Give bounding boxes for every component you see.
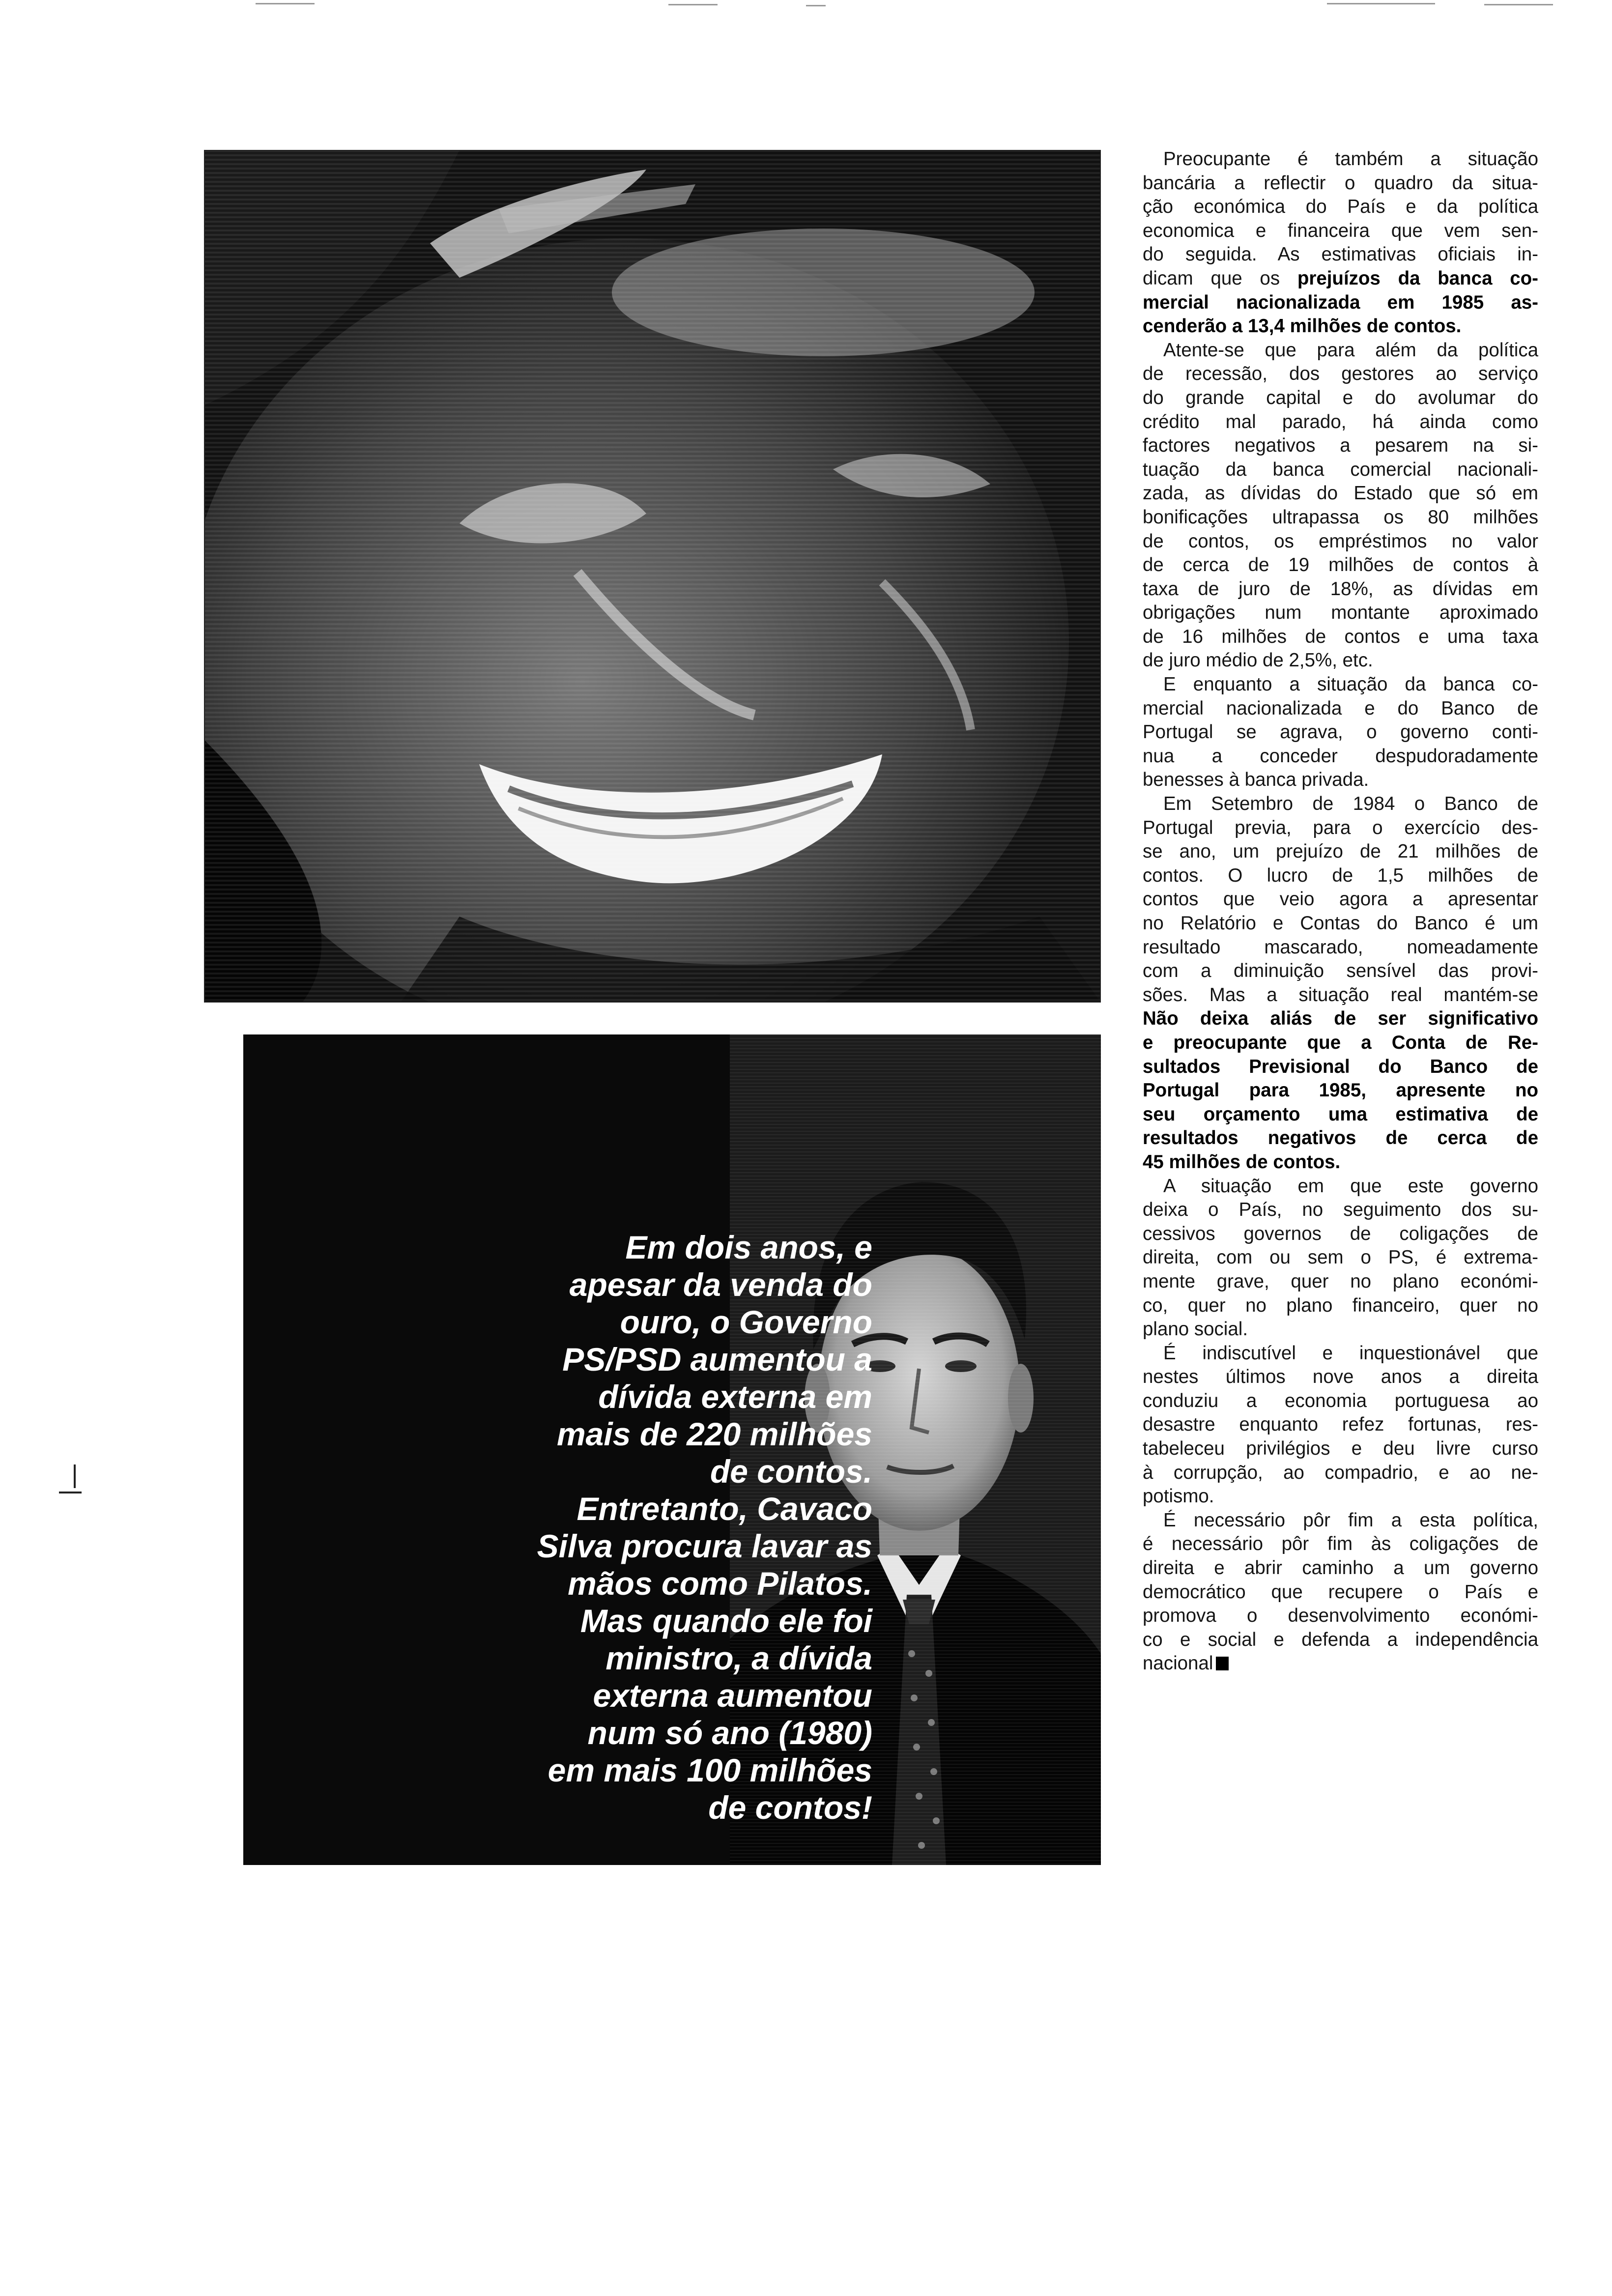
article-line-bold: sultados Previsional do Banco de: [1143, 1056, 1538, 1077]
end-square-icon: [1216, 1657, 1229, 1670]
article-line-bold: seu orçamento uma estimativa de: [1143, 1103, 1538, 1125]
article-line: nua a conceder despudoradamente: [1143, 745, 1538, 767]
article-line: contos que veio agora a apresentar: [1143, 889, 1538, 910]
article-line: cessivos governos de coligações de: [1143, 1223, 1538, 1244]
article-line: tabeleceu privilégios e deu livre curso: [1143, 1438, 1538, 1460]
article-line: plano social.: [1143, 1319, 1248, 1340]
quote-panel: [243, 1034, 1101, 1865]
article-line: A situação em que este governo: [1163, 1175, 1538, 1197]
article-line: de contos, os empréstimos no valor: [1143, 530, 1538, 552]
scan-artifact: [806, 5, 826, 6]
article-line: do seguida. As estimativas oficiais in-: [1143, 244, 1538, 265]
article-line: Portugal se agrava, o governo conti-: [1143, 721, 1538, 743]
article-line: se ano, um prejuízo de 21 milhões de: [1143, 841, 1538, 862]
scan-artifact: [1484, 4, 1553, 5]
scan-artifact: [668, 4, 718, 5]
article-line: de cerca de 19 milhões de contos à: [1143, 554, 1538, 576]
article-bold: prejuízos da banca co-: [1297, 267, 1539, 289]
article-line: de recessão, dos gestores ao serviço: [1143, 363, 1538, 385]
article-line: democrático que recupere o País e: [1143, 1581, 1538, 1603]
article-line: taxa de juro de 18%, as dívidas em: [1143, 578, 1538, 600]
article-line-bold: resultados negativos de cerca de: [1143, 1127, 1538, 1149]
article-line-bold: Não deixa aliás de ser significativo: [1143, 1008, 1538, 1030]
article-line-bold: e preocupante que a Conta de Re-: [1143, 1032, 1538, 1053]
article-line: tuação da banca comercial nacionali-: [1143, 459, 1538, 480]
article-text: dicam que os: [1143, 267, 1297, 289]
quote-line: PS/PSD aumentou a: [562, 1341, 872, 1378]
quote-line: externa aumentou: [593, 1677, 872, 1714]
article-line: Portugal previa, para o exercício des-: [1143, 817, 1538, 838]
article-line: co, quer no plano financeiro, quer no: [1143, 1294, 1538, 1316]
article-line: [1143, 1652, 1538, 1676]
pull-quote: [258, 1229, 872, 1826]
article-column: [1143, 147, 1538, 1676]
article-line: desastre enquanto refez fortunas, res-: [1143, 1414, 1538, 1435]
article-line: direita, com ou sem o PS, é extrema-: [1143, 1247, 1538, 1268]
quote-line: Entretanto, Cavaco: [576, 1491, 872, 1527]
quote-line: Em dois anos, e: [625, 1229, 872, 1265]
article-line: deixa o País, no seguimento dos su-: [1143, 1199, 1538, 1221]
article-line: com a diminuição sensível das provi-: [1143, 960, 1538, 982]
article-line: direita e abrir caminho a um governo: [1143, 1557, 1538, 1579]
grinning-face-image: [204, 150, 1101, 1003]
article-line: É indiscutível e inquestionável que: [1163, 1342, 1538, 1364]
article-line: mercial nacionalizada e do Banco de: [1143, 697, 1538, 719]
quote-line: de contos!: [708, 1789, 872, 1826]
article-line: economica e financeira que vem sen-: [1143, 220, 1538, 241]
article-line-bold: cenderão a 13,4 milhões de contos.: [1143, 316, 1462, 337]
article-line: promova o desenvolvimento económi-: [1143, 1605, 1538, 1627]
scan-artifact: [1327, 3, 1435, 4]
quote-line: ministro, a dívida: [605, 1640, 872, 1676]
article-line: no Relatório e Contas do Banco é um: [1143, 913, 1538, 934]
article-line: à corrupção, ao compadrio, e ao ne-: [1143, 1462, 1538, 1483]
quote-line: Mas quando ele foi: [580, 1603, 872, 1639]
quote-line: num só ano (1980): [587, 1715, 872, 1751]
article-line: conduziu a economia portuguesa ao: [1143, 1390, 1538, 1411]
article-line: ção económica do País e da política: [1143, 196, 1538, 218]
article-line: obrigações num montante aproximado: [1143, 602, 1538, 624]
article-line: É necessário pôr fim a esta política,: [1163, 1509, 1538, 1531]
article-line: sões. Mas a situação real mantém-se: [1143, 984, 1538, 1005]
article-line: resultado mascarado, nomeadamente: [1143, 936, 1538, 958]
article-line: contos. O lucro de 1,5 milhões de: [1143, 864, 1538, 886]
quote-line: mais de 220 milhões: [557, 1416, 872, 1452]
article-line: E enquanto a situação da banca co-: [1163, 674, 1538, 695]
margin-mark: [74, 1464, 76, 1488]
article-line: Atente-se que para além da política: [1163, 339, 1538, 361]
article-line: co e social e defenda a independência: [1143, 1629, 1538, 1650]
article-line: nestes últimos nove anos a direita: [1143, 1366, 1538, 1388]
article-line: crédito mal parado, há ainda como: [1143, 411, 1538, 432]
article-line: Preocupante é também a situação: [1163, 148, 1538, 170]
article-line: Em Setembro de 1984 o Banco de: [1163, 793, 1538, 815]
quote-line: apesar da venda do: [569, 1266, 872, 1303]
article-line: de juro médio de 2,5%, etc.: [1143, 650, 1373, 671]
margin-mark: [59, 1492, 82, 1493]
article-line-bold: mercial nacionalizada em 1985 as-: [1143, 291, 1538, 313]
photo-top: [204, 150, 1101, 1003]
article-line: zada, as dívidas do Estado que só em: [1143, 483, 1538, 504]
article-line: de 16 milhões de contos e uma taxa: [1143, 626, 1538, 647]
article-line: benesses à banca privada.: [1143, 769, 1369, 791]
article-line: [1143, 267, 1538, 291]
article-line: potismo.: [1143, 1486, 1214, 1507]
article-line-bold: 45 milhões de contos.: [1143, 1151, 1341, 1173]
quote-line: em mais 100 milhões: [547, 1752, 872, 1788]
quote-line: dívida externa em: [598, 1378, 872, 1415]
article-line: bonificações ultrapassa os 80 milhões: [1143, 506, 1538, 528]
article-line: mente grave, quer no plano económi-: [1143, 1270, 1538, 1292]
article-text: nacional: [1143, 1653, 1213, 1674]
quote-line: de contos.: [710, 1453, 872, 1490]
quote-line: ouro, o Governo: [620, 1304, 872, 1340]
article-line: bancária a reflectir o quadro da situa-: [1143, 172, 1538, 194]
article-line-bold: Portugal para 1985, apresente no: [1143, 1080, 1538, 1101]
article-line: do grande capital e do avolumar do: [1143, 387, 1538, 408]
article-line: factores negativos a pesarem na si-: [1143, 435, 1538, 457]
article-line: é necessário pôr fim às coligações de: [1143, 1533, 1538, 1555]
quote-line: Silva procura lavar as: [537, 1528, 872, 1564]
quote-line: mãos como Pilatos.: [568, 1565, 872, 1602]
scan-artifact: [256, 3, 315, 4]
